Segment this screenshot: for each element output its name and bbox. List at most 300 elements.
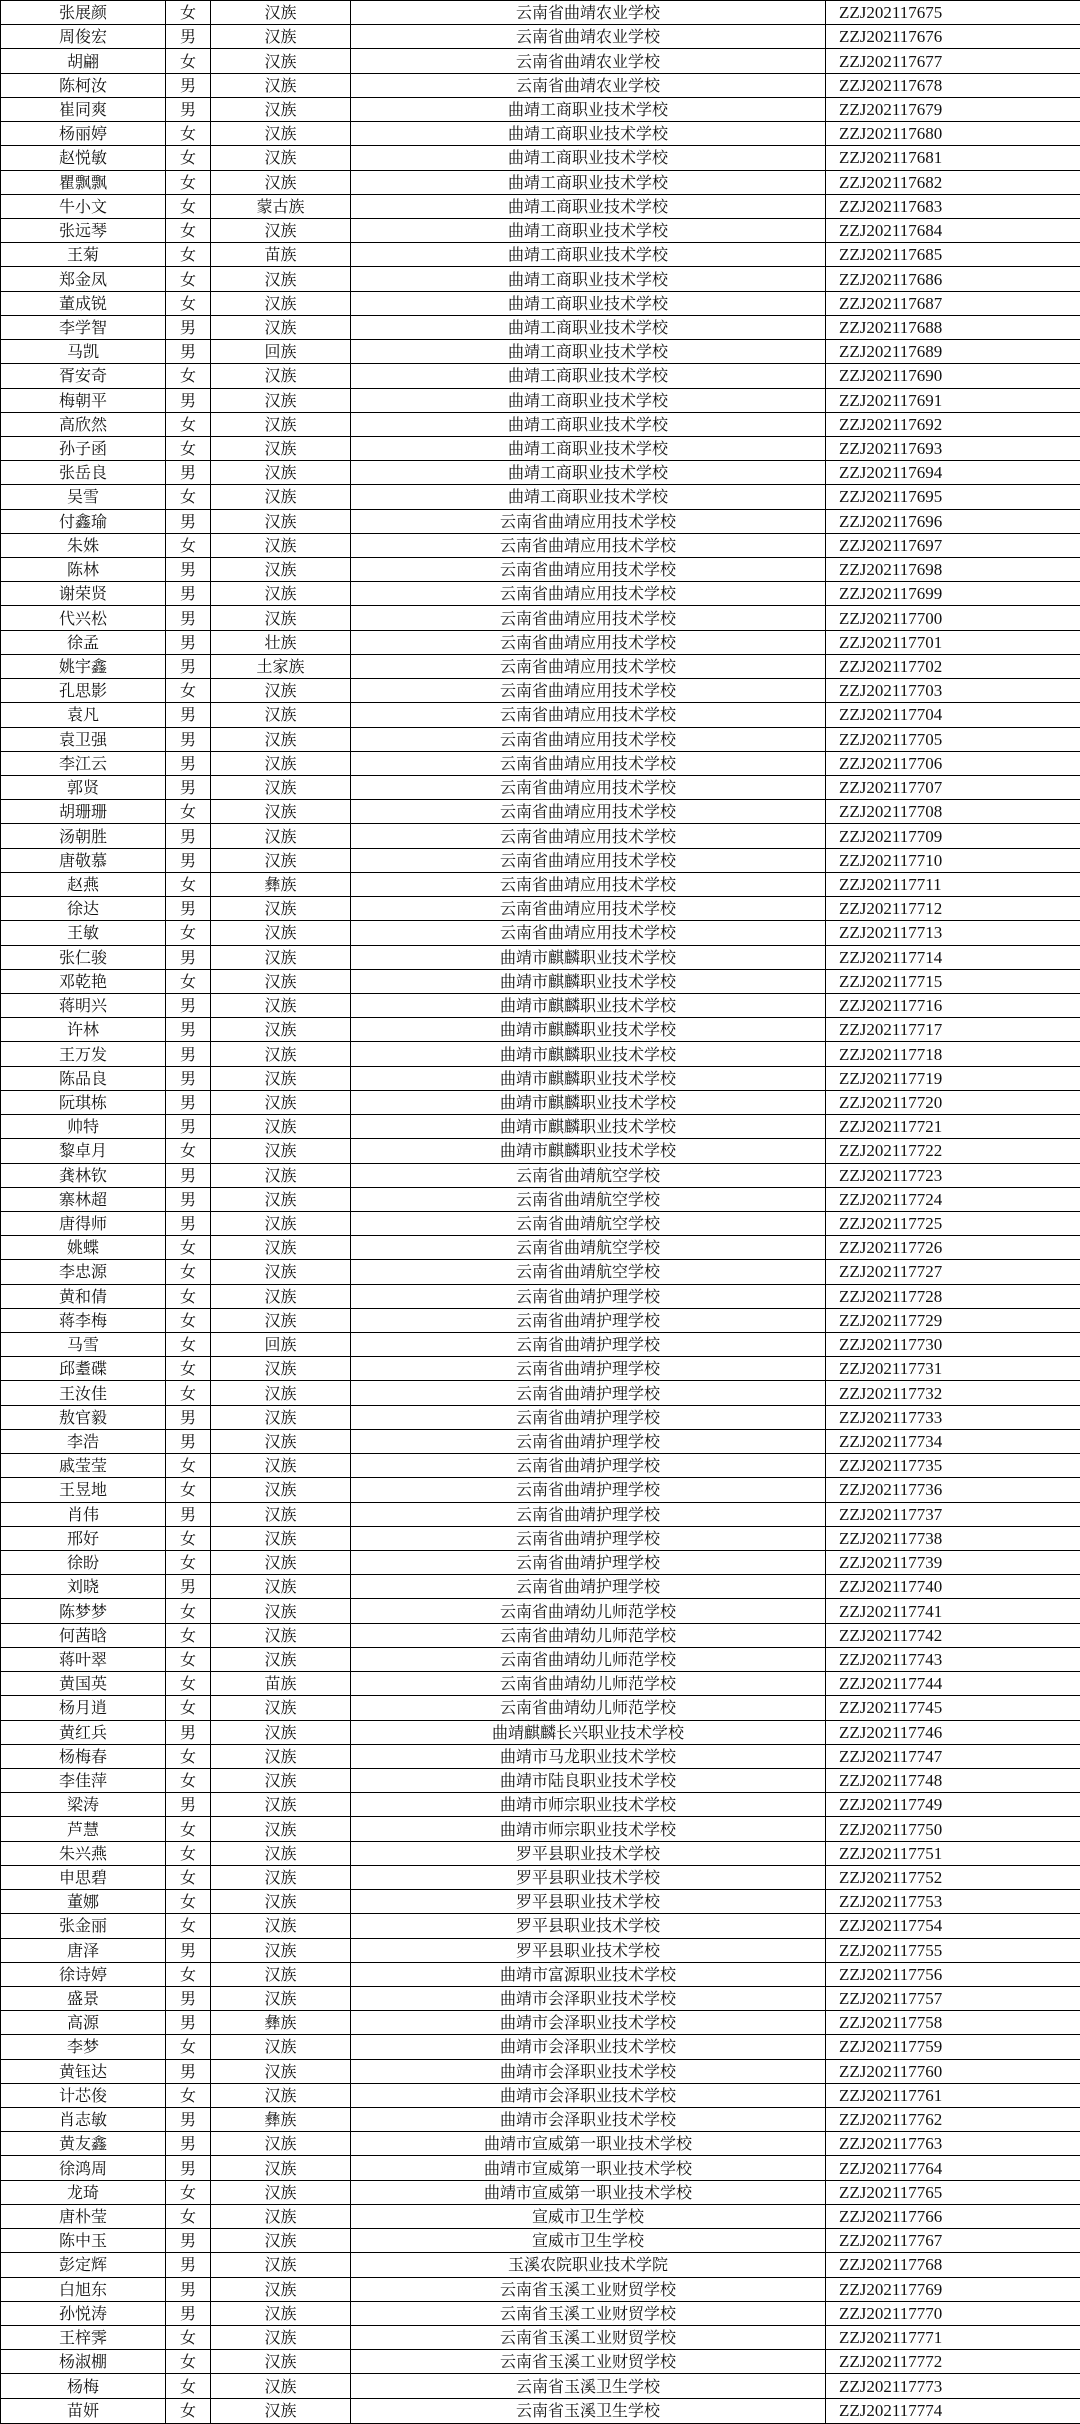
- school-cell: 曲靖工商职业技术学校: [351, 97, 826, 121]
- table-row: [1, 1599, 1080, 1623]
- name-cell: 肖伟: [1, 1502, 166, 1526]
- id-cell: ZZJ202117772: [826, 2350, 1080, 2374]
- ethnicity-cell: 汉族: [211, 1115, 351, 1139]
- table-row: [1, 1211, 1080, 1235]
- name-cell: 胡珊珊: [1, 800, 166, 824]
- school-cell: 云南省曲靖应用技术学校: [351, 872, 826, 896]
- gender-cell: 男: [166, 654, 211, 678]
- school-cell: 罗平县职业技术学校: [351, 1890, 826, 1914]
- id-cell: ZZJ202117755: [826, 1938, 1080, 1962]
- gender-cell: 女: [166, 1914, 211, 1938]
- table-row: [1, 73, 1080, 97]
- school-cell: 曲靖市陆良职业技术学校: [351, 1768, 826, 1792]
- id-cell: ZZJ202117678: [826, 73, 1080, 97]
- gender-cell: 女: [166, 1623, 211, 1647]
- id-cell: ZZJ202117759: [826, 2035, 1080, 2059]
- table-row: [1, 1454, 1080, 1478]
- ethnicity-cell: 汉族: [211, 1502, 351, 1526]
- name-cell: 陈品良: [1, 1066, 166, 1090]
- id-cell: ZZJ202117713: [826, 921, 1080, 945]
- ethnicity-cell: 汉族: [211, 1526, 351, 1550]
- name-cell: 彭定辉: [1, 2253, 166, 2277]
- school-cell: 宣威市卫生学校: [351, 2229, 826, 2253]
- ethnicity-cell: 汉族: [211, 2326, 351, 2350]
- name-cell: 李学智: [1, 315, 166, 339]
- name-cell: 唐得师: [1, 1211, 166, 1235]
- name-cell: 杨梅春: [1, 1744, 166, 1768]
- gender-cell: 女: [166, 800, 211, 824]
- gender-cell: 女: [166, 1357, 211, 1381]
- id-cell: ZZJ202117756: [826, 1962, 1080, 1986]
- school-cell: 云南省曲靖应用技术学校: [351, 558, 826, 582]
- table-row: [1, 97, 1080, 121]
- id-cell: ZZJ202117676: [826, 25, 1080, 49]
- table-row: [1, 340, 1080, 364]
- gender-cell: 男: [166, 897, 211, 921]
- table-row: [1, 170, 1080, 194]
- ethnicity-cell: 汉族: [211, 1744, 351, 1768]
- school-cell: 云南省曲靖应用技术学校: [351, 897, 826, 921]
- id-cell: ZZJ202117723: [826, 1163, 1080, 1187]
- name-cell: 姚宇鑫: [1, 654, 166, 678]
- gender-cell: 男: [166, 2253, 211, 2277]
- school-cell: 云南省曲靖护理学校: [351, 1357, 826, 1381]
- id-cell: ZZJ202117701: [826, 630, 1080, 654]
- gender-cell: 男: [166, 2229, 211, 2253]
- school-cell: 云南省曲靖护理学校: [351, 1478, 826, 1502]
- gender-cell: 男: [166, 606, 211, 630]
- school-cell: 曲靖工商职业技术学校: [351, 412, 826, 436]
- table-row: [1, 1478, 1080, 1502]
- table-row: [1, 872, 1080, 896]
- table-row: [1, 146, 1080, 170]
- ethnicity-cell: 汉族: [211, 146, 351, 170]
- ethnicity-cell: 汉族: [211, 2277, 351, 2301]
- school-cell: 罗平县职业技术学校: [351, 1938, 826, 1962]
- name-cell: 梅朝平: [1, 388, 166, 412]
- name-cell: 瞿飘飘: [1, 170, 166, 194]
- ethnicity-cell: 汉族: [211, 25, 351, 49]
- id-cell: ZZJ202117720: [826, 1090, 1080, 1114]
- school-cell: 曲靖市会泽职业技术学校: [351, 2011, 826, 2035]
- school-cell: 曲靖市麒麟职业技术学校: [351, 969, 826, 993]
- ethnicity-cell: 汉族: [211, 73, 351, 97]
- table-row: [1, 1260, 1080, 1284]
- gender-cell: 女: [166, 1865, 211, 1889]
- school-cell: 曲靖市麒麟职业技术学校: [351, 993, 826, 1017]
- name-cell: 袁卫强: [1, 727, 166, 751]
- school-cell: 云南省曲靖应用技术学校: [351, 509, 826, 533]
- ethnicity-cell: 汉族: [211, 2301, 351, 2325]
- name-cell: 谢荣贤: [1, 582, 166, 606]
- school-cell: 云南省曲靖农业学校: [351, 73, 826, 97]
- ethnicity-cell: 回族: [211, 1333, 351, 1357]
- id-cell: ZZJ202117752: [826, 1865, 1080, 1889]
- ethnicity-cell: 汉族: [211, 1163, 351, 1187]
- gender-cell: 女: [166, 243, 211, 267]
- gender-cell: 女: [166, 1744, 211, 1768]
- table-row: [1, 509, 1080, 533]
- name-cell: 黄和倩: [1, 1284, 166, 1308]
- ethnicity-cell: 汉族: [211, 388, 351, 412]
- id-cell: ZZJ202117687: [826, 291, 1080, 315]
- name-cell: 王汝佳: [1, 1381, 166, 1405]
- table-row: [1, 1817, 1080, 1841]
- school-cell: 曲靖工商职业技术学校: [351, 218, 826, 242]
- id-cell: ZZJ202117748: [826, 1768, 1080, 1792]
- id-cell: ZZJ202117747: [826, 1744, 1080, 1768]
- id-cell: ZZJ202117697: [826, 533, 1080, 557]
- table-row: [1, 2035, 1080, 2059]
- ethnicity-cell: 汉族: [211, 921, 351, 945]
- school-cell: 云南省曲靖航空学校: [351, 1163, 826, 1187]
- gender-cell: 女: [166, 485, 211, 509]
- school-cell: 云南省曲靖幼儿师范学校: [351, 1623, 826, 1647]
- school-cell: 云南省曲靖应用技术学校: [351, 533, 826, 557]
- name-cell: 徐孟: [1, 630, 166, 654]
- ethnicity-cell: 汉族: [211, 993, 351, 1017]
- school-cell: 云南省曲靖幼儿师范学校: [351, 1696, 826, 1720]
- gender-cell: 男: [166, 582, 211, 606]
- id-cell: ZZJ202117690: [826, 364, 1080, 388]
- ethnicity-cell: 汉族: [211, 122, 351, 146]
- school-cell: 云南省曲靖航空学校: [351, 1211, 826, 1235]
- gender-cell: 男: [166, 1575, 211, 1599]
- name-cell: 赵悦敏: [1, 146, 166, 170]
- ethnicity-cell: 汉族: [211, 1405, 351, 1429]
- id-cell: ZZJ202117722: [826, 1139, 1080, 1163]
- ethnicity-cell: 汉族: [211, 533, 351, 557]
- name-cell: 蒋明兴: [1, 993, 166, 1017]
- school-cell: 曲靖市麒麟职业技术学校: [351, 1018, 826, 1042]
- name-cell: 刘晓: [1, 1575, 166, 1599]
- ethnicity-cell: 汉族: [211, 776, 351, 800]
- ethnicity-cell: 汉族: [211, 848, 351, 872]
- ethnicity-cell: 汉族: [211, 1308, 351, 1332]
- id-cell: ZZJ202117695: [826, 485, 1080, 509]
- table-row: [1, 436, 1080, 460]
- school-cell: 云南省曲靖应用技术学校: [351, 679, 826, 703]
- table-row: [1, 49, 1080, 73]
- name-cell: 黄友鑫: [1, 2132, 166, 2156]
- table-row: [1, 2374, 1080, 2398]
- name-cell: 赵燕: [1, 872, 166, 896]
- gender-cell: 男: [166, 630, 211, 654]
- table-row: [1, 751, 1080, 775]
- id-cell: ZZJ202117774: [826, 2398, 1080, 2423]
- ethnicity-cell: 汉族: [211, 1817, 351, 1841]
- school-cell: 曲靖市宣威第一职业技术学校: [351, 2132, 826, 2156]
- ethnicity-cell: 汉族: [211, 315, 351, 339]
- id-cell: ZZJ202117737: [826, 1502, 1080, 1526]
- table-row: [1, 969, 1080, 993]
- table-row: [1, 1647, 1080, 1671]
- id-cell: ZZJ202117677: [826, 49, 1080, 73]
- table-row: [1, 315, 1080, 339]
- gender-cell: 女: [166, 218, 211, 242]
- id-cell: ZZJ202117726: [826, 1236, 1080, 1260]
- id-cell: ZZJ202117769: [826, 2277, 1080, 2301]
- ethnicity-cell: 汉族: [211, 1551, 351, 1575]
- gender-cell: 女: [166, 267, 211, 291]
- ethnicity-cell: 汉族: [211, 2059, 351, 2083]
- id-cell: ZZJ202117739: [826, 1551, 1080, 1575]
- name-cell: 敖官毅: [1, 1405, 166, 1429]
- name-cell: 胥安奇: [1, 364, 166, 388]
- table-row: [1, 2011, 1080, 2035]
- table-row: [1, 412, 1080, 436]
- gender-cell: 女: [166, 1696, 211, 1720]
- name-cell: 白旭东: [1, 2277, 166, 2301]
- name-cell: 帅特: [1, 1115, 166, 1139]
- school-cell: 曲靖工商职业技术学校: [351, 267, 826, 291]
- gender-cell: 男: [166, 776, 211, 800]
- ethnicity-cell: 蒙古族: [211, 194, 351, 218]
- gender-cell: 男: [166, 558, 211, 582]
- ethnicity-cell: 土家族: [211, 654, 351, 678]
- school-cell: 云南省曲靖护理学校: [351, 1284, 826, 1308]
- name-cell: 徐诗婷: [1, 1962, 166, 1986]
- ethnicity-cell: 汉族: [211, 485, 351, 509]
- gender-cell: 女: [166, 679, 211, 703]
- school-cell: 云南省曲靖护理学校: [351, 1526, 826, 1550]
- school-cell: 曲靖麒麟长兴职业技术学校: [351, 1720, 826, 1744]
- table-row: [1, 1768, 1080, 1792]
- id-cell: ZZJ202117704: [826, 703, 1080, 727]
- table-row: [1, 2204, 1080, 2228]
- table-row: [1, 1429, 1080, 1453]
- table-row: [1, 1, 1080, 25]
- id-cell: ZZJ202117702: [826, 654, 1080, 678]
- ethnicity-cell: 壮族: [211, 630, 351, 654]
- school-cell: 曲靖市麒麟职业技术学校: [351, 1066, 826, 1090]
- table-row: [1, 654, 1080, 678]
- name-cell: 张岳良: [1, 461, 166, 485]
- table-row: [1, 1575, 1080, 1599]
- id-cell: ZZJ202117724: [826, 1187, 1080, 1211]
- gender-cell: 男: [166, 703, 211, 727]
- id-cell: ZZJ202117683: [826, 194, 1080, 218]
- gender-cell: 女: [166, 1647, 211, 1671]
- name-cell: 计芯俊: [1, 2083, 166, 2107]
- gender-cell: 女: [166, 1962, 211, 1986]
- name-cell: 付鑫瑜: [1, 509, 166, 533]
- gender-cell: 女: [166, 1139, 211, 1163]
- gender-cell: 女: [166, 2035, 211, 2059]
- gender-cell: 男: [166, 1115, 211, 1139]
- gender-cell: 女: [166, 2180, 211, 2204]
- name-cell: 张金丽: [1, 1914, 166, 1938]
- ethnicity-cell: 汉族: [211, 1768, 351, 1792]
- table-row: [1, 727, 1080, 751]
- name-cell: 马雪: [1, 1333, 166, 1357]
- ethnicity-cell: 汉族: [211, 1042, 351, 1066]
- name-cell: 郭贤: [1, 776, 166, 800]
- name-cell: 邢好: [1, 1526, 166, 1550]
- ethnicity-cell: 汉族: [211, 1187, 351, 1211]
- id-cell: ZZJ202117707: [826, 776, 1080, 800]
- gender-cell: 男: [166, 2301, 211, 2325]
- gender-cell: 男: [166, 727, 211, 751]
- name-cell: 高欣然: [1, 412, 166, 436]
- gender-cell: 女: [166, 1381, 211, 1405]
- name-cell: 徐盼: [1, 1551, 166, 1575]
- table-row: [1, 1502, 1080, 1526]
- gender-cell: 女: [166, 170, 211, 194]
- id-cell: ZZJ202117709: [826, 824, 1080, 848]
- school-cell: 玉溪农院职业技术学院: [351, 2253, 826, 2277]
- school-cell: 曲靖工商职业技术学校: [351, 243, 826, 267]
- name-cell: 马凯: [1, 340, 166, 364]
- table-row: [1, 1405, 1080, 1429]
- school-cell: 曲靖市会泽职业技术学校: [351, 2108, 826, 2132]
- gender-cell: 男: [166, 388, 211, 412]
- name-cell: 袁凡: [1, 703, 166, 727]
- id-cell: ZZJ202117767: [826, 2229, 1080, 2253]
- ethnicity-cell: 汉族: [211, 945, 351, 969]
- gender-cell: 男: [166, 824, 211, 848]
- gender-cell: 女: [166, 921, 211, 945]
- name-cell: 周俊宏: [1, 25, 166, 49]
- table-row: [1, 1042, 1080, 1066]
- school-cell: 云南省曲靖航空学校: [351, 1236, 826, 1260]
- school-cell: 云南省曲靖应用技术学校: [351, 606, 826, 630]
- name-cell: 黎卓月: [1, 1139, 166, 1163]
- gender-cell: 女: [166, 1768, 211, 1792]
- table-row: [1, 218, 1080, 242]
- table-row: [1, 1914, 1080, 1938]
- name-cell: 陈梦梦: [1, 1599, 166, 1623]
- ethnicity-cell: 汉族: [211, 1938, 351, 1962]
- name-cell: 朱姝: [1, 533, 166, 557]
- ethnicity-cell: 汉族: [211, 170, 351, 194]
- id-cell: ZZJ202117703: [826, 679, 1080, 703]
- name-cell: 张远琴: [1, 218, 166, 242]
- school-cell: 曲靖市宣威第一职业技术学校: [351, 2156, 826, 2180]
- ethnicity-cell: 汉族: [211, 558, 351, 582]
- ethnicity-cell: 汉族: [211, 606, 351, 630]
- name-cell: 陈中玉: [1, 2229, 166, 2253]
- id-cell: ZZJ202117727: [826, 1260, 1080, 1284]
- table-row: [1, 1865, 1080, 1889]
- ethnicity-cell: 汉族: [211, 824, 351, 848]
- gender-cell: 男: [166, 1018, 211, 1042]
- ethnicity-cell: 苗族: [211, 243, 351, 267]
- name-cell: 黄钰达: [1, 2059, 166, 2083]
- school-cell: 云南省曲靖护理学校: [351, 1454, 826, 1478]
- id-cell: ZZJ202117691: [826, 388, 1080, 412]
- gender-cell: 女: [166, 2204, 211, 2228]
- ethnicity-cell: 汉族: [211, 2350, 351, 2374]
- school-cell: 云南省曲靖护理学校: [351, 1381, 826, 1405]
- school-cell: 曲靖市会泽职业技术学校: [351, 2083, 826, 2107]
- gender-cell: 男: [166, 340, 211, 364]
- school-cell: 曲靖市马龙职业技术学校: [351, 1744, 826, 1768]
- name-cell: 李浩: [1, 1429, 166, 1453]
- name-cell: 陈林: [1, 558, 166, 582]
- name-cell: 徐鸿周: [1, 2156, 166, 2180]
- gender-cell: 女: [166, 2350, 211, 2374]
- name-cell: 姚蝶: [1, 1236, 166, 1260]
- table-row: [1, 2083, 1080, 2107]
- table-row: [1, 1551, 1080, 1575]
- ethnicity-cell: 汉族: [211, 2083, 351, 2107]
- table-row: [1, 1115, 1080, 1139]
- school-cell: 云南省曲靖航空学校: [351, 1260, 826, 1284]
- gender-cell: 男: [166, 1986, 211, 2010]
- ethnicity-cell: 汉族: [211, 1696, 351, 1720]
- id-cell: ZZJ202117761: [826, 2083, 1080, 2107]
- table-row: [1, 2229, 1080, 2253]
- ethnicity-cell: 汉族: [211, 1381, 351, 1405]
- table-row: [1, 1986, 1080, 2010]
- ethnicity-cell: 汉族: [211, 1599, 351, 1623]
- table-row: [1, 582, 1080, 606]
- gender-cell: 男: [166, 2132, 211, 2156]
- ethnicity-cell: 汉族: [211, 1793, 351, 1817]
- id-cell: ZZJ202117766: [826, 2204, 1080, 2228]
- school-cell: 云南省曲靖应用技术学校: [351, 921, 826, 945]
- table-row: [1, 2132, 1080, 2156]
- ethnicity-cell: 汉族: [211, 2398, 351, 2423]
- school-cell: 云南省曲靖应用技术学校: [351, 582, 826, 606]
- id-cell: ZZJ202117738: [826, 1526, 1080, 1550]
- ethnicity-cell: 汉族: [211, 727, 351, 751]
- id-cell: ZZJ202117740: [826, 1575, 1080, 1599]
- table-row: [1, 2398, 1080, 2423]
- ethnicity-cell: 汉族: [211, 1720, 351, 1744]
- id-cell: ZZJ202117742: [826, 1623, 1080, 1647]
- id-cell: ZZJ202117689: [826, 340, 1080, 364]
- gender-cell: 女: [166, 1599, 211, 1623]
- table-row: [1, 800, 1080, 824]
- table-row: [1, 533, 1080, 557]
- gender-cell: 女: [166, 1236, 211, 1260]
- ethnicity-cell: 汉族: [211, 218, 351, 242]
- school-cell: 曲靖市师宗职业技术学校: [351, 1817, 826, 1841]
- ethnicity-cell: 汉族: [211, 1260, 351, 1284]
- ethnicity-cell: 汉族: [211, 461, 351, 485]
- table-row: [1, 921, 1080, 945]
- name-cell: 张展颜: [1, 1, 166, 25]
- table-row: [1, 630, 1080, 654]
- school-cell: 云南省曲靖护理学校: [351, 1308, 826, 1332]
- id-cell: ZZJ202117680: [826, 122, 1080, 146]
- table-row: [1, 1139, 1080, 1163]
- gender-cell: 女: [166, 1890, 211, 1914]
- gender-cell: 男: [166, 1090, 211, 1114]
- name-cell: 黄国英: [1, 1672, 166, 1696]
- table-row: [1, 1890, 1080, 1914]
- ethnicity-cell: 汉族: [211, 582, 351, 606]
- id-cell: ZZJ202117675: [826, 1, 1080, 25]
- gender-cell: 男: [166, 1163, 211, 1187]
- gender-cell: 男: [166, 461, 211, 485]
- table-row: [1, 291, 1080, 315]
- ethnicity-cell: 汉族: [211, 679, 351, 703]
- id-cell: ZZJ202117754: [826, 1914, 1080, 1938]
- name-cell: 徐达: [1, 897, 166, 921]
- gender-cell: 女: [166, 1841, 211, 1865]
- id-cell: ZZJ202117743: [826, 1647, 1080, 1671]
- id-cell: ZZJ202117688: [826, 315, 1080, 339]
- ethnicity-cell: 汉族: [211, 97, 351, 121]
- id-cell: ZZJ202117705: [826, 727, 1080, 751]
- school-cell: 曲靖工商职业技术学校: [351, 388, 826, 412]
- table-row: [1, 993, 1080, 1017]
- id-cell: ZZJ202117679: [826, 97, 1080, 121]
- school-cell: 宣威市卫生学校: [351, 2204, 826, 2228]
